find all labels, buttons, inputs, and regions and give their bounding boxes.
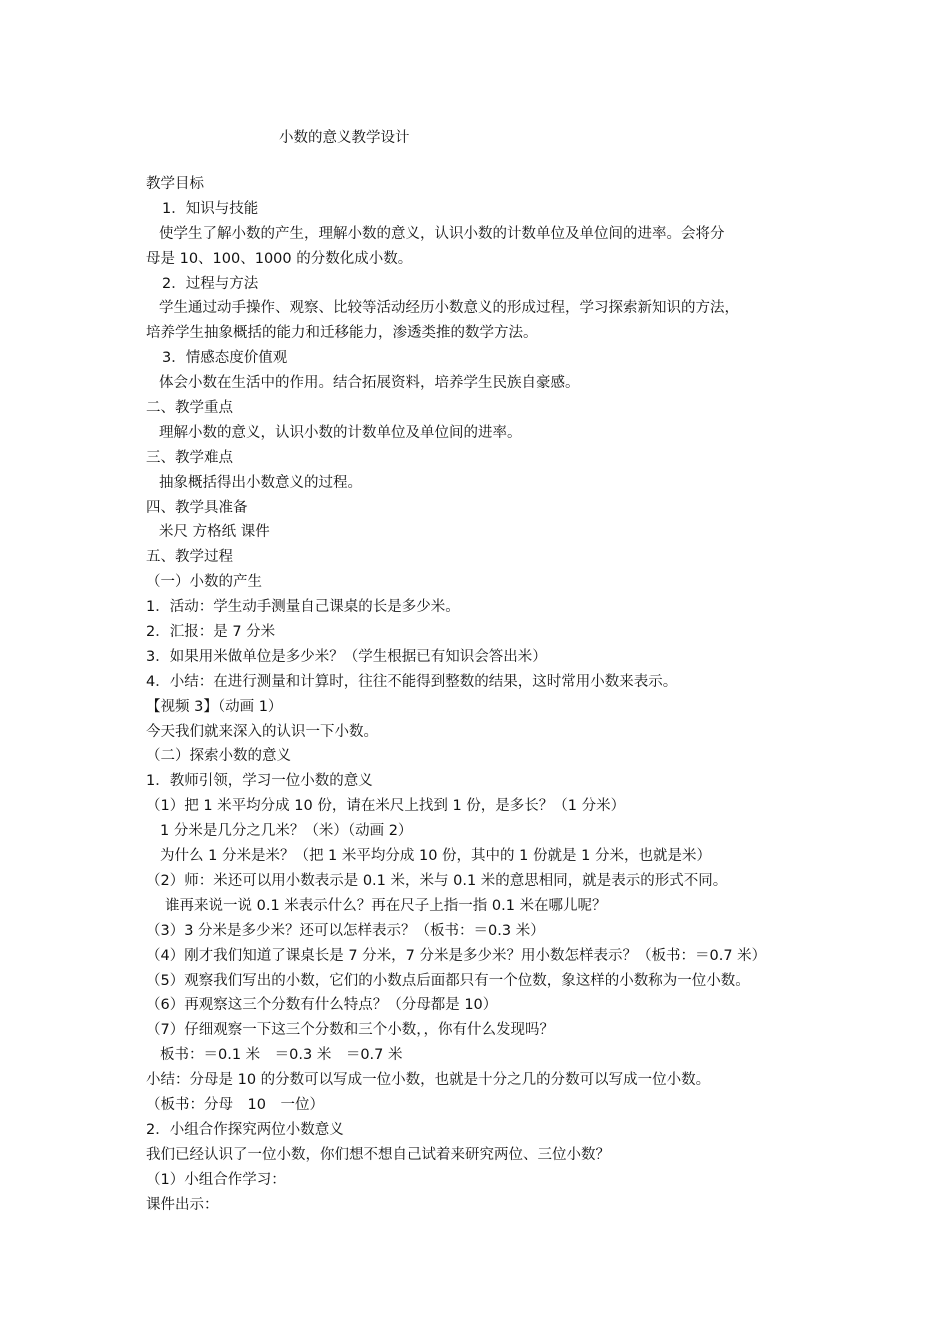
document-line: 1．活动：学生动手测量自己课桌的长是多少米。 <box>146 599 460 616</box>
document-line: 理解小数的意义，认识小数的计数单位及单位间的进率。 <box>159 424 522 441</box>
document-line: 1 分米是几分之几米？（米）（动画 2） <box>160 823 413 840</box>
document-line: 使学生了解小数的产生，理解小数的意义，认识小数的计数单位及单位间的进率。会将分 <box>159 225 725 242</box>
document-line: 2．汇报：是 7 分米 <box>146 624 276 641</box>
document-line: 母是 10、100、1000 的分数化成小数。 <box>146 250 413 267</box>
document-body <box>146 172 816 1217</box>
document-line: 三、教学难点 <box>146 449 233 466</box>
document-line: 二、教学重点 <box>146 400 233 417</box>
document-line: 1．知识与技能 <box>162 200 259 217</box>
document-line: 2．小组合作探究两位小数意义 <box>146 1121 344 1138</box>
document-line: （5）观察我们写出的小数，它们的小数点后面都只有一个位数，象这样的小数称为一位小数。 <box>146 972 750 989</box>
document-line: 培养学生抽象概括的能力和迁移能力，渗透类推的数学方法。 <box>146 325 538 342</box>
document-line: 学生通过动手操作、观察、比较等活动经历小数意义的形成过程，学习探索新知识的方法， <box>159 300 739 317</box>
document-line: 抽象概括得出小数意义的过程。 <box>159 474 362 491</box>
document-line: 3．如果用米做单位是多少米？（学生根据已有知识会答出米） <box>146 648 547 665</box>
document-line: （板书：分母 10 一位） <box>146 1096 324 1113</box>
document-line: （4）刚才我们知道了课桌长是 7 分米，7 分米是多少米？用小数怎样表示？（板书：＝0.7 米） <box>146 947 767 964</box>
document-line: 板书：＝0.1 米 ＝0.3 米 ＝0.7 米 <box>160 1047 403 1064</box>
document-line: 1．教师引领，学习一位小数的意义 <box>146 773 373 790</box>
document-line: （3）3 分米是多少米？还可以怎样表示？（板书：＝0.3 米） <box>146 922 545 939</box>
document-line: 四、教学具准备 <box>146 499 248 516</box>
document-line: 我们已经认识了一位小数，你们想不想自己试着来研究两位、三位小数？ <box>146 1146 610 1163</box>
document-line: 4．小结：在进行测量和计算时，往往不能得到整数的结果，这时常用小数来表示。 <box>146 673 678 690</box>
document-line: 今天我们就来深入的认识一下小数。 <box>146 723 378 740</box>
document-line: 体会小数在生活中的作用。结合拓展资料，培养学生民族自豪感。 <box>159 375 580 392</box>
document-line: 2．过程与方法 <box>162 275 259 292</box>
document-line: 为什么 1 分米是米？（把 1 米平均分成 10 份，其中的 1 份就是 1 分米，也就是米） <box>160 848 711 865</box>
document-line: 谁再来说一说 0.1 米表示什么？再在尺子上指一指 0.1 米在哪儿呢？ <box>165 897 607 914</box>
document-line: （1）小组合作学习： <box>146 1171 286 1188</box>
document-line: 【视频 3】（动画 1） <box>146 698 283 715</box>
document-line: （二）探索小数的意义 <box>146 748 291 765</box>
document-title: 小数的意义教学设计 <box>279 130 410 146</box>
document-line: （一）小数的产生 <box>146 574 262 591</box>
document-line: 课件出示： <box>146 1196 219 1213</box>
document-line: 五、教学过程 <box>146 549 233 566</box>
document-line: 小结：分母是 10 的分数可以写成一位小数，也就是十分之几的分数可以写成一位小数。 <box>146 1072 711 1089</box>
document-line: （1）把 1 米平均分成 10 份，请在米尺上找到 1 份，是多长？（1 分米） <box>146 798 626 815</box>
document-line: （2）师：米还可以用小数表示是 0.1 米，米与 0.1 米的意思相同，就是表示的形式不同。 <box>146 872 728 889</box>
document-line: 3．情感态度价值观 <box>162 350 288 367</box>
document-line: 教学目标 <box>146 176 204 192</box>
document-line: （6）再观察这三个分数有什么特点？（分母都是 10） <box>146 997 498 1014</box>
document-line: 米尺 方格纸 课件 <box>159 524 270 541</box>
document-line: （7）仔细观察一下这三个分数和三个小数，，你有什么发现吗？ <box>146 1022 554 1039</box>
